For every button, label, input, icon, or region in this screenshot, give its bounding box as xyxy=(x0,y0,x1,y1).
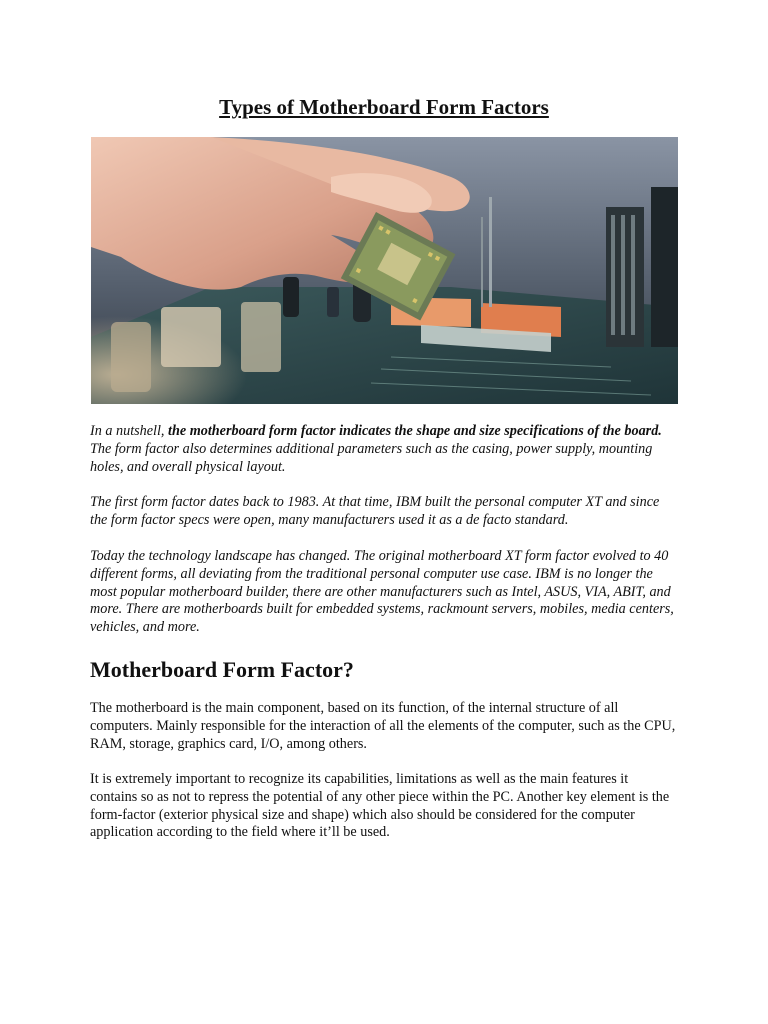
motherboard-photo xyxy=(91,137,678,404)
form-factor-importance-paragraph: It is extremely important to recognize its capabilities, limitations as well as the main features it contains so as not to repress the potential of any other piece within the PC. Another key element is the form-factor (exterior physical size and shape) which also should be considered for the computer application according to the field where it’ll be used. xyxy=(90,771,670,841)
page-title: Types of Motherboard Form Factors xyxy=(219,95,549,119)
history-paragraph: The first form factor dates back to 1983. At that time, IBM built the personal computer XT and since the form factor specs were open, many manufacturers used it as a de facto standard. xyxy=(90,494,660,528)
intro-rest: The form factor also determines additional parameters such as the casing, power supply, mounting holes, and overall physical layout. xyxy=(90,440,653,475)
intro-paragraph xyxy=(90,423,678,476)
intro-lead: In a nutshell, xyxy=(90,423,169,439)
motherboard-definition-paragraph: The motherboard is the main component, based on its function, of the internal structure of all computers. Mainly responsible for the interaction of all the elements of the computer, such as the CPU, RAM, storage, graphics card, I/O, among others. xyxy=(90,700,676,752)
intro-bold-definition: the motherboard form factor indicates the shape and size specifications of the board. xyxy=(168,423,662,439)
section-heading: Motherboard Form Factor? xyxy=(90,657,354,682)
motherboard-illustration xyxy=(91,137,678,404)
landscape-paragraph: Today the technology landscape has changed. The original motherboard XT form factor evolved to 40 different forms, all deviating from the traditional personal computer use case. IBM is no longer the most popular motherboard builder, there are other manufacturers such as Intel, ASUS, VIA, ABIT, and more. There are motherboards built for embedded systems, rackmount servers, mobiles, media centers, vehicles, and more. xyxy=(90,548,674,636)
